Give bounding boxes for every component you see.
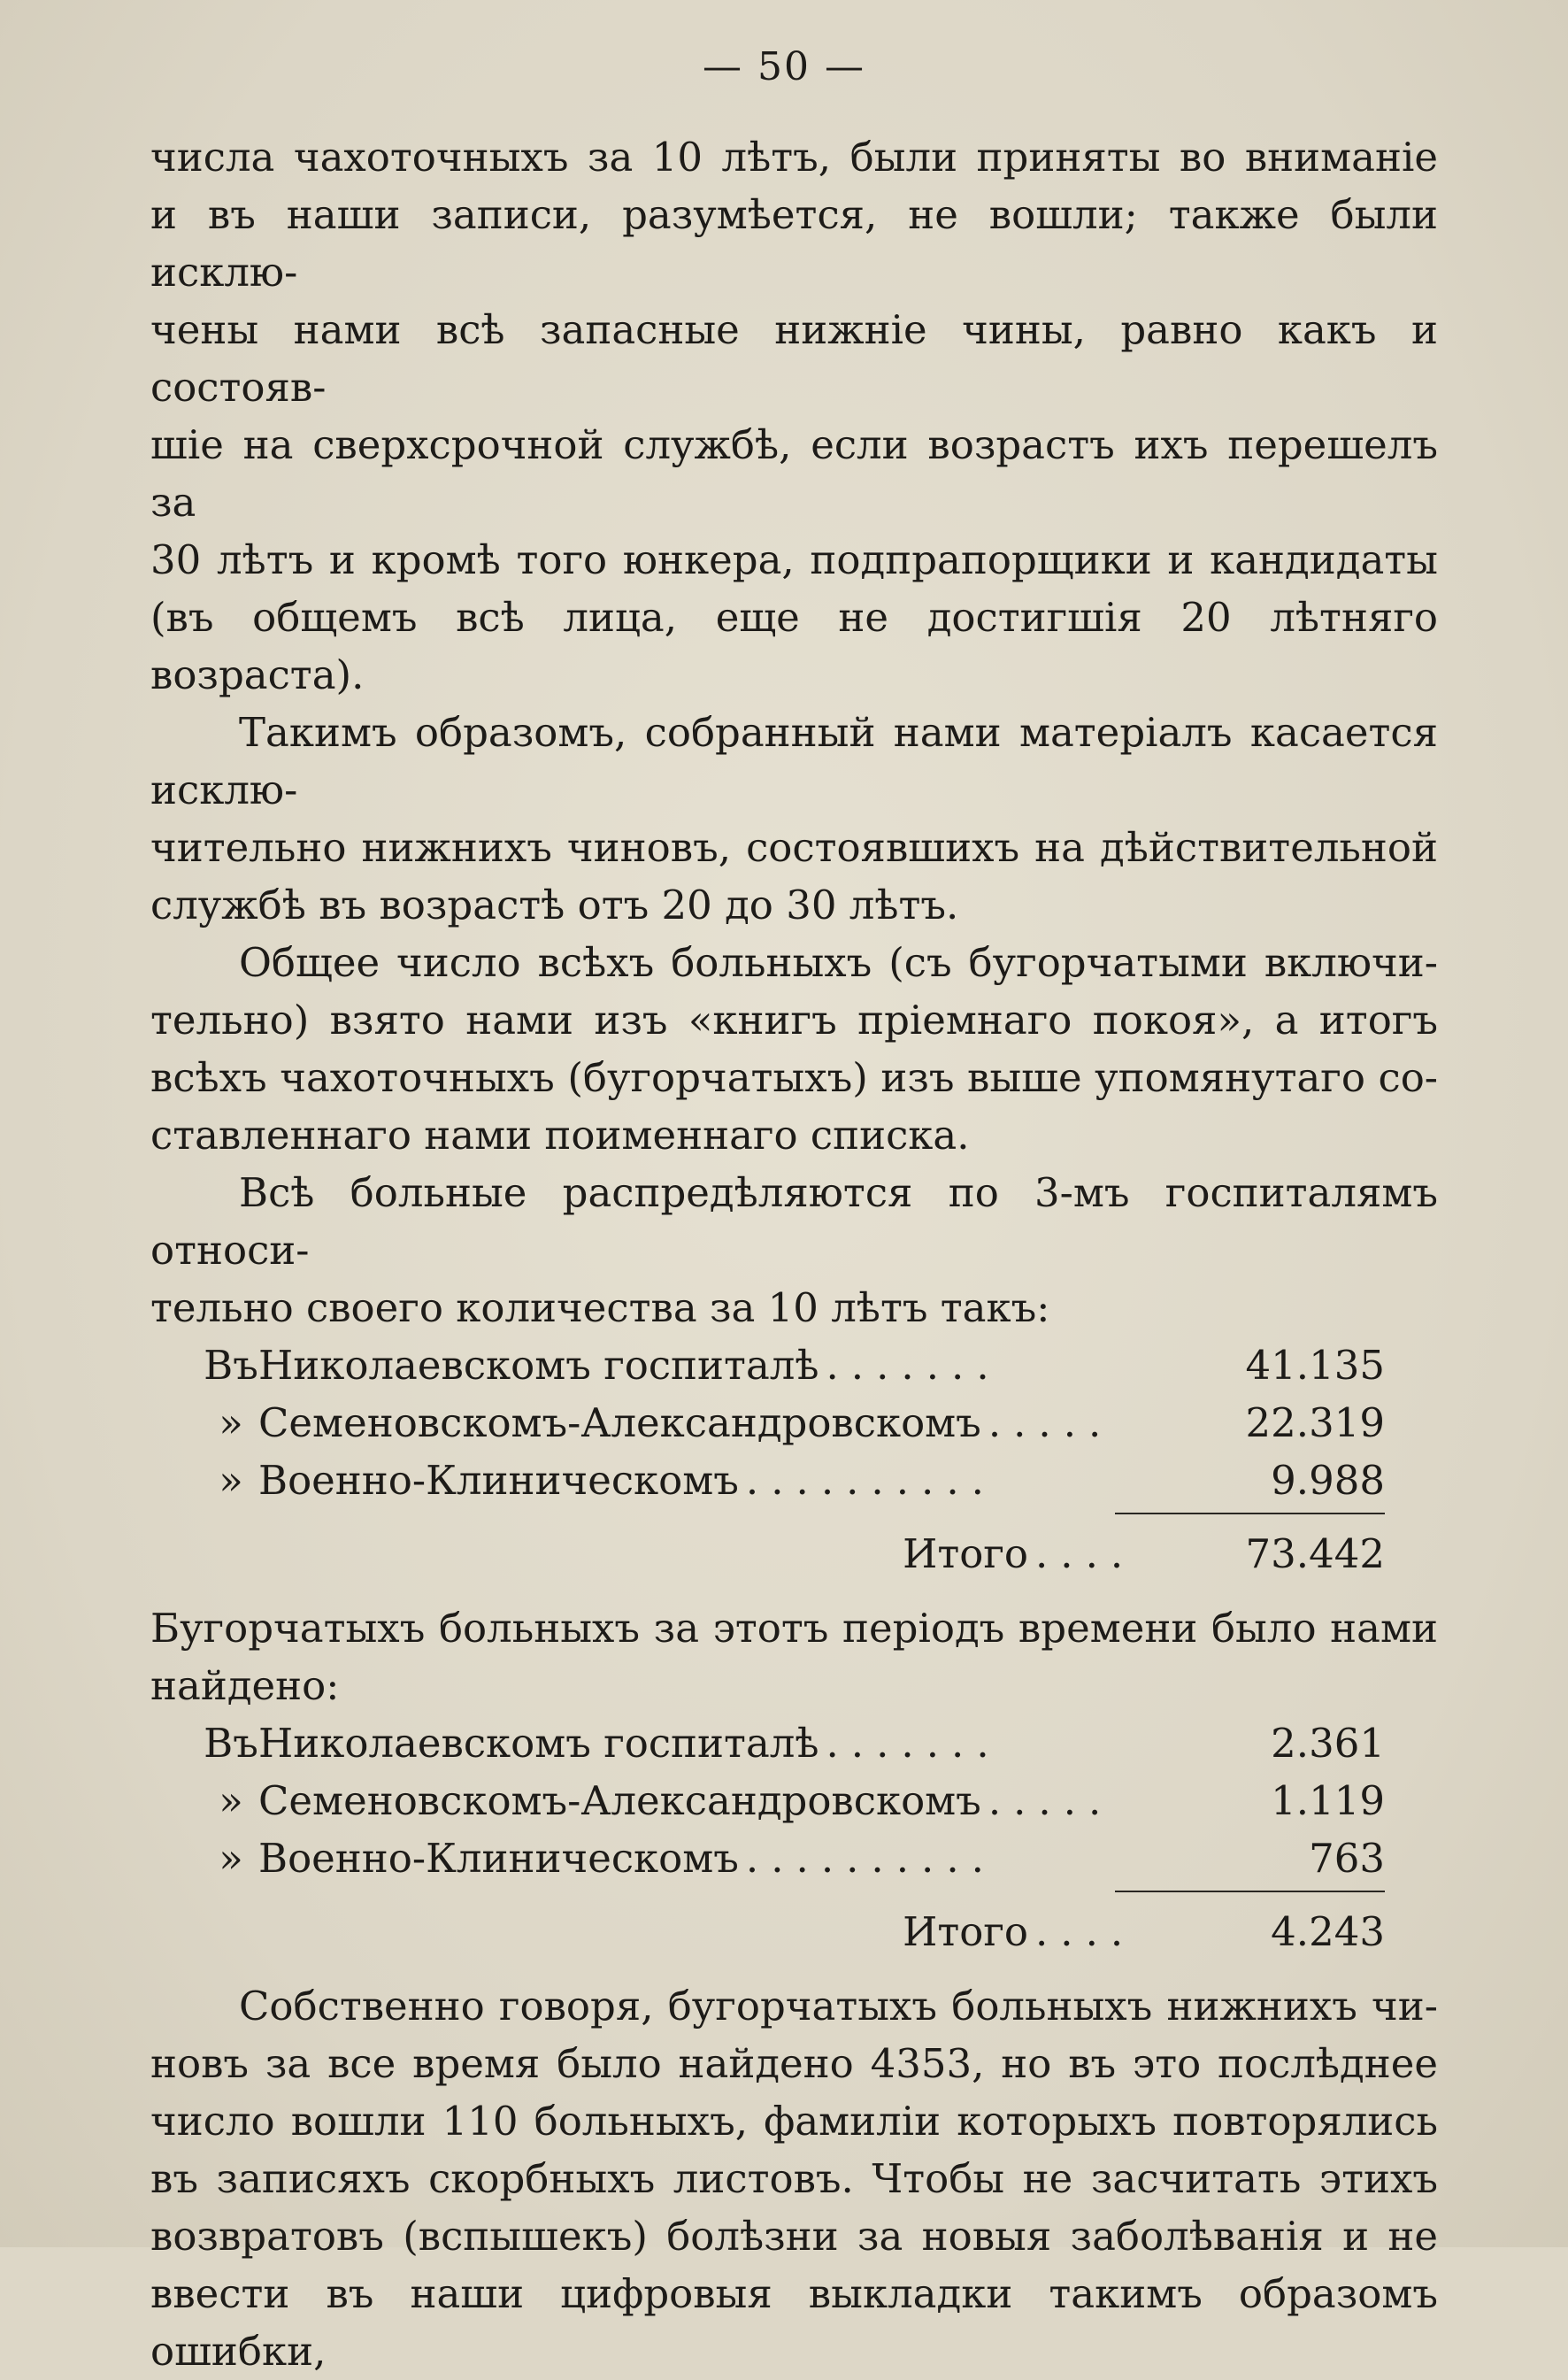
row-prefix: » — [219, 1399, 243, 1446]
text-line: число вошли 110 больныхъ, фамиліи которыхъ повторялись — [150, 2098, 1438, 2145]
text-line: 30 лѣтъ и кромѣ того юнкера, подпрапорщики и кандидаты — [150, 536, 1438, 583]
row-prefix: Въ — [204, 1720, 258, 1767]
text-line: шіе на сверхсрочной службѣ, если возрастъ ихъ перешелъ за — [150, 421, 1438, 526]
sum-rule — [1115, 1891, 1385, 1903]
table-row — [204, 1772, 1385, 1829]
paragraph-6 — [150, 1977, 1438, 2380]
table-row — [204, 1829, 1385, 1887]
text-line: Собственно говоря, бугорчатыхъ больныхъ нижнихъ чи- — [239, 1983, 1438, 2030]
text-line: ставленнаго нами поименнаго списка. — [150, 1112, 970, 1159]
hospital-totals-table — [204, 1336, 1385, 1587]
row-value: 9.988 — [1271, 1457, 1385, 1504]
text-line: и въ наши записи, разумѣется, не вошли; также были исклю- — [150, 191, 1438, 296]
text-line: чены нами всѣ запасные нижніе чины, равно какъ и состояв- — [150, 306, 1438, 411]
dot-leader: ..... — [988, 1399, 1114, 1446]
dot-leader: ..... — [988, 1777, 1114, 1824]
row-value: 763 — [1309, 1835, 1385, 1882]
dot-leader: .... — [1035, 1530, 1136, 1577]
text-line: службѣ въ возрастѣ отъ 20 до 30 лѣтъ. — [150, 882, 959, 928]
table-row — [204, 1336, 1385, 1394]
text-line: найдено: — [150, 1662, 340, 1709]
paragraph-5 — [150, 1599, 1438, 1714]
text-line: числа чахоточныхъ за 10 лѣтъ, были приняты во вниманіе — [150, 134, 1438, 181]
dot-leader: .... — [1035, 1908, 1136, 1955]
text-line: (въ общемъ всѣ лица, еще не достигшія 20 лѣтняго возраста). — [150, 594, 1438, 698]
paragraph-2 — [150, 704, 1438, 934]
paragraph-4 — [150, 1164, 1438, 1336]
text-line: Всѣ больные распредѣляются по 3-мъ госпиталямъ относи- — [150, 1169, 1438, 1274]
row-prefix: » — [219, 1457, 243, 1504]
paragraph-3 — [150, 934, 1438, 1164]
total-row — [204, 1903, 1385, 1965]
row-value: 41.135 — [1245, 1342, 1385, 1389]
text-line: возвратовъ (вспышекъ) болѣзни за новыя заболѣванія и не — [150, 2213, 1438, 2260]
text-line: всѣхъ чахоточныхъ (бугорчатыхъ) изъ выше упомянутаго со- — [150, 1054, 1438, 1101]
hospital-name: Семеновскомъ-Александровскомъ — [258, 1399, 981, 1446]
dot-leader: .......... — [745, 1835, 996, 1882]
text-line: Такимъ образомъ, собранный нами матеріалъ касается исклю- — [150, 709, 1438, 813]
dot-leader: ....... — [826, 1720, 1002, 1767]
total-value: 73.442 — [1245, 1530, 1385, 1577]
total-label: Итого — [903, 1530, 1028, 1577]
hospital-name: Николаевскомъ госпиталѣ — [258, 1720, 819, 1767]
table-row — [204, 1394, 1385, 1452]
text-line: Бугорчатыхъ больныхъ за этотъ періодъ времени было нами — [150, 1605, 1438, 1652]
page-number: — 50 — — [703, 44, 865, 89]
sum-rule — [1115, 1513, 1385, 1525]
hospital-name: Семеновскомъ-Александровскомъ — [258, 1777, 981, 1824]
tuberculosis-totals-table — [204, 1714, 1385, 1965]
text-line: въ записяхъ скорбныхъ листовъ. Чтобы не засчитать этихъ — [150, 2155, 1438, 2202]
page-content — [150, 128, 1438, 2380]
row-value: 2.361 — [1271, 1720, 1385, 1767]
total-label: Итого — [903, 1908, 1028, 1955]
total-value: 4.243 — [1271, 1908, 1385, 1955]
row-prefix: » — [219, 1777, 243, 1824]
table-row — [204, 1452, 1385, 1509]
row-prefix: » — [219, 1835, 243, 1882]
text-line: новъ за все время было найдено 4353, но въ это послѣднее — [150, 2040, 1438, 2087]
dot-leader: ....... — [826, 1342, 1002, 1389]
dot-leader: .......... — [745, 1457, 996, 1504]
text-line: ввести въ наши цифровыя выкладки такимъ образомъ ошибки, — [150, 2270, 1438, 2375]
row-value: 22.319 — [1245, 1399, 1385, 1446]
text-line: тельно) взято нами изъ «книгъ пріемнаго покоя», а итогъ — [150, 997, 1438, 1044]
paragraph-1 — [150, 128, 1438, 704]
text-line: чительно нижнихъ чиновъ, состоявшихъ на дѣйствительной — [150, 824, 1438, 871]
row-prefix: Въ — [204, 1342, 258, 1389]
row-value: 1.119 — [1271, 1777, 1385, 1824]
hospital-name: Военно-Клиническомъ — [258, 1457, 739, 1504]
text-line: тельно своего количества за 10 лѣтъ такъ: — [150, 1284, 1050, 1331]
hospital-name: Николаевскомъ госпиталѣ — [258, 1342, 819, 1389]
total-row — [204, 1525, 1385, 1587]
hospital-name: Военно-Клиническомъ — [258, 1835, 739, 1882]
table-row — [204, 1714, 1385, 1772]
text-line: Общее число всѣхъ больныхъ (съ бугорчатыми включи- — [239, 939, 1438, 986]
